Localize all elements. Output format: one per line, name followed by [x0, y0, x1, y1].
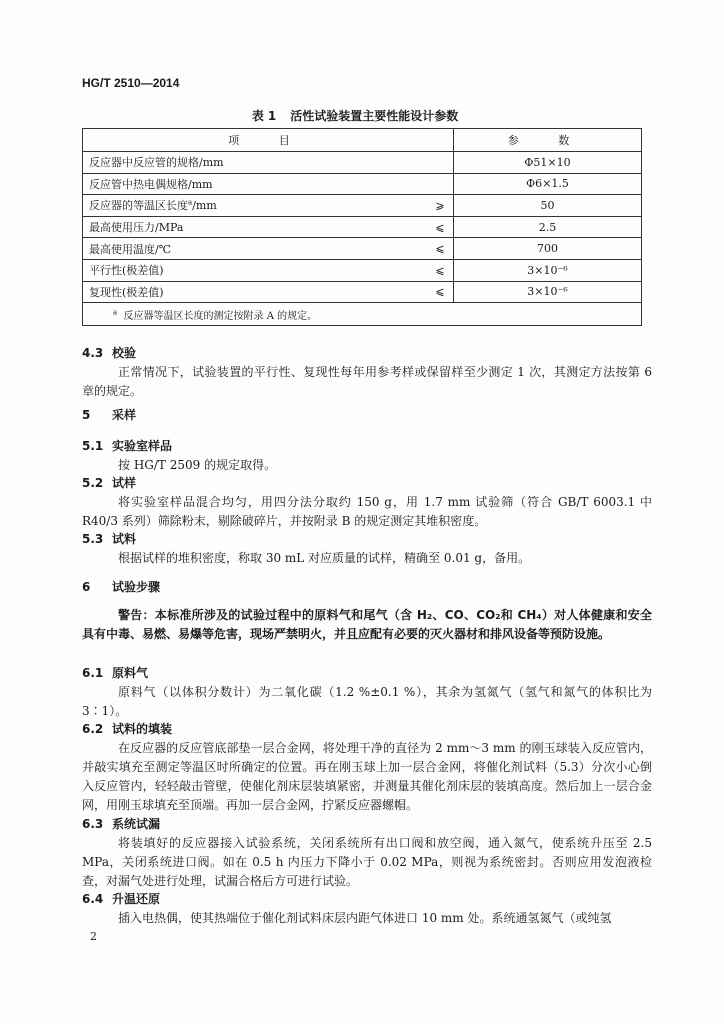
row-value: 3×10⁻⁶ [454, 281, 642, 303]
table-row [83, 173, 642, 195]
section-4-3 [82, 344, 652, 401]
section-heading: 6.4 升温还原 [82, 892, 161, 906]
row-symbol [427, 173, 454, 195]
table-row [83, 195, 642, 217]
section-6-2 [82, 720, 652, 815]
paragraph: 原料气（以体积分数计）为二氧化碳（1.2 %±0.1 %），其余为氢氮气（氢气和氮气的体积比为 3∶1）。 [82, 685, 652, 718]
row-value: 2.5 [454, 216, 642, 238]
section-5-1 [82, 437, 652, 475]
section-heading: 5.1 实验室样品 [82, 439, 173, 453]
warning-text: 警告：本标准所涉及的试验过程中的原料气和尾气（含 H₂、CO、CO₂和 CH₄）对人体健康和安全具有中毒、易燃、易爆等危害，现场严禁明火，并且应配有必要的灭火器材和排风设备等预防设施。 [82, 608, 652, 641]
table-number: 表 1 [251, 109, 277, 123]
section-5-3 [82, 530, 652, 568]
column-header-item: 项 目 [83, 129, 454, 152]
column-header-param: 参 数 [454, 129, 642, 152]
paragraph: 在反应器的反应管底部垫一层合金网，将处理干净的直径为 2 mm～3 mm 的刚玉球装入反应管内，并敲实填充至测定等温区时所确定的位置。再在刚玉球上加一层合金网，将催化剂试料（5.3）分次小心倒入反应管内，轻轻敲击管壁，使催化剂床层装填紧密，并测量其催化剂床层的装填高度。然后加上一层合金网，用刚玉球填充至顶端。再加一层合金网，拧紧反应器螺帽。 [82, 741, 652, 812]
section-6-3 [82, 815, 652, 891]
row-item: 平行性(极差值) [83, 259, 428, 281]
table-title: 活性试验装置主要性能设计参数 [290, 109, 459, 123]
section-heading: 4.3 校验 [82, 346, 137, 360]
row-item-text: 反应器的等温区长度 [89, 199, 188, 213]
section-6 [82, 578, 652, 597]
row-item: 最高使用温度/℃ [83, 238, 428, 260]
row-item: 反应管中热电偶规格/mm [83, 173, 428, 195]
warning-block [82, 606, 652, 644]
section-heading: 6.3 系统试漏 [82, 817, 161, 831]
row-item [83, 195, 428, 217]
paragraph: 插入电热偶，使其热端位于催化剂试料床层内距气体进口 10 mm 处。系统通氢氮气（或纯氢 [118, 911, 612, 925]
paragraph: 将实验室样品混合均匀，用四分法分取约 150 g，用 1.7 mm 试验筛（符合 GB/T 6003.1 中 R40/3 系列）筛除粉末，剔除破碎片，并按附录 B 的规定测定其堆积密度。 [82, 495, 652, 528]
table-footnote-row [83, 303, 642, 326]
row-value: Φ51×10 [454, 152, 642, 174]
row-symbol [427, 152, 454, 174]
row-item: 最高使用压力/MPa [83, 216, 428, 238]
row-symbol: ⩾ [427, 195, 454, 217]
table-row [83, 281, 642, 303]
paragraph: 按 HG/T 2509 的规定取得。 [118, 458, 277, 472]
section-heading: 5 采样 [82, 408, 137, 422]
section-6-1 [82, 664, 652, 721]
table-caption [0, 107, 724, 124]
section-heading: 5.2 试样 [82, 476, 137, 490]
paragraph: 将装填好的反应器接入试验系统，关闭系统所有出口阀和放空阀，通入氮气，使系统升压至 2.5 MPa，关闭系统进口阀。如在 0.5 h 内压力下降小于 0.02 MPa，则视为系统密封。否则应用发泡液检查，对漏气处进行处理，试漏合格后方可进行试验。 [82, 836, 652, 888]
section-heading: 6.1 原料气 [82, 666, 149, 680]
row-value: 700 [454, 238, 642, 260]
row-value: 3×10⁻⁶ [454, 259, 642, 281]
row-item-unit: /mm [192, 199, 217, 213]
section-6-4 [82, 890, 652, 928]
row-item: 复现性(极差值) [83, 281, 428, 303]
parameter-table [82, 128, 642, 326]
table-row [83, 216, 642, 238]
section-heading: 6.2 试料的填装 [82, 722, 173, 736]
standard-code: HG/T 2510—2014 [82, 76, 180, 90]
row-symbol: ⩽ [427, 259, 454, 281]
table-footnote [83, 303, 642, 326]
footnote-ref: a [188, 198, 193, 207]
row-item: 反应器中反应管的规格/mm [83, 152, 428, 174]
row-value: Φ6×1.5 [454, 173, 642, 195]
section-5-2 [82, 474, 652, 531]
section-heading: 6 试验步骤 [82, 580, 161, 594]
table-header-row [83, 129, 642, 152]
table-row [83, 259, 642, 281]
section-5 [82, 406, 652, 425]
footnote-mark: a [113, 308, 118, 317]
row-symbol: ⩽ [427, 216, 454, 238]
row-symbol: ⩽ [427, 238, 454, 260]
page-number: 2 [90, 930, 97, 943]
paragraph: 正常情况下，试验装置的平行性、复现性每年用参考样或保留样至少测定 1 次，其测定方法按第 6 章的规定。 [82, 365, 652, 398]
section-heading: 5.3 试料 [82, 532, 137, 546]
row-symbol: ⩽ [427, 281, 454, 303]
table-row [83, 152, 642, 174]
paragraph: 根据试样的堆积密度，称取 30 mL 对应质量的试样，精确至 0.01 g，备用。 [118, 551, 531, 565]
footnote-text: 反应器等温区长度的测定按附录 A 的规定。 [123, 310, 318, 322]
row-value: 50 [454, 195, 642, 217]
table-row [83, 238, 642, 260]
